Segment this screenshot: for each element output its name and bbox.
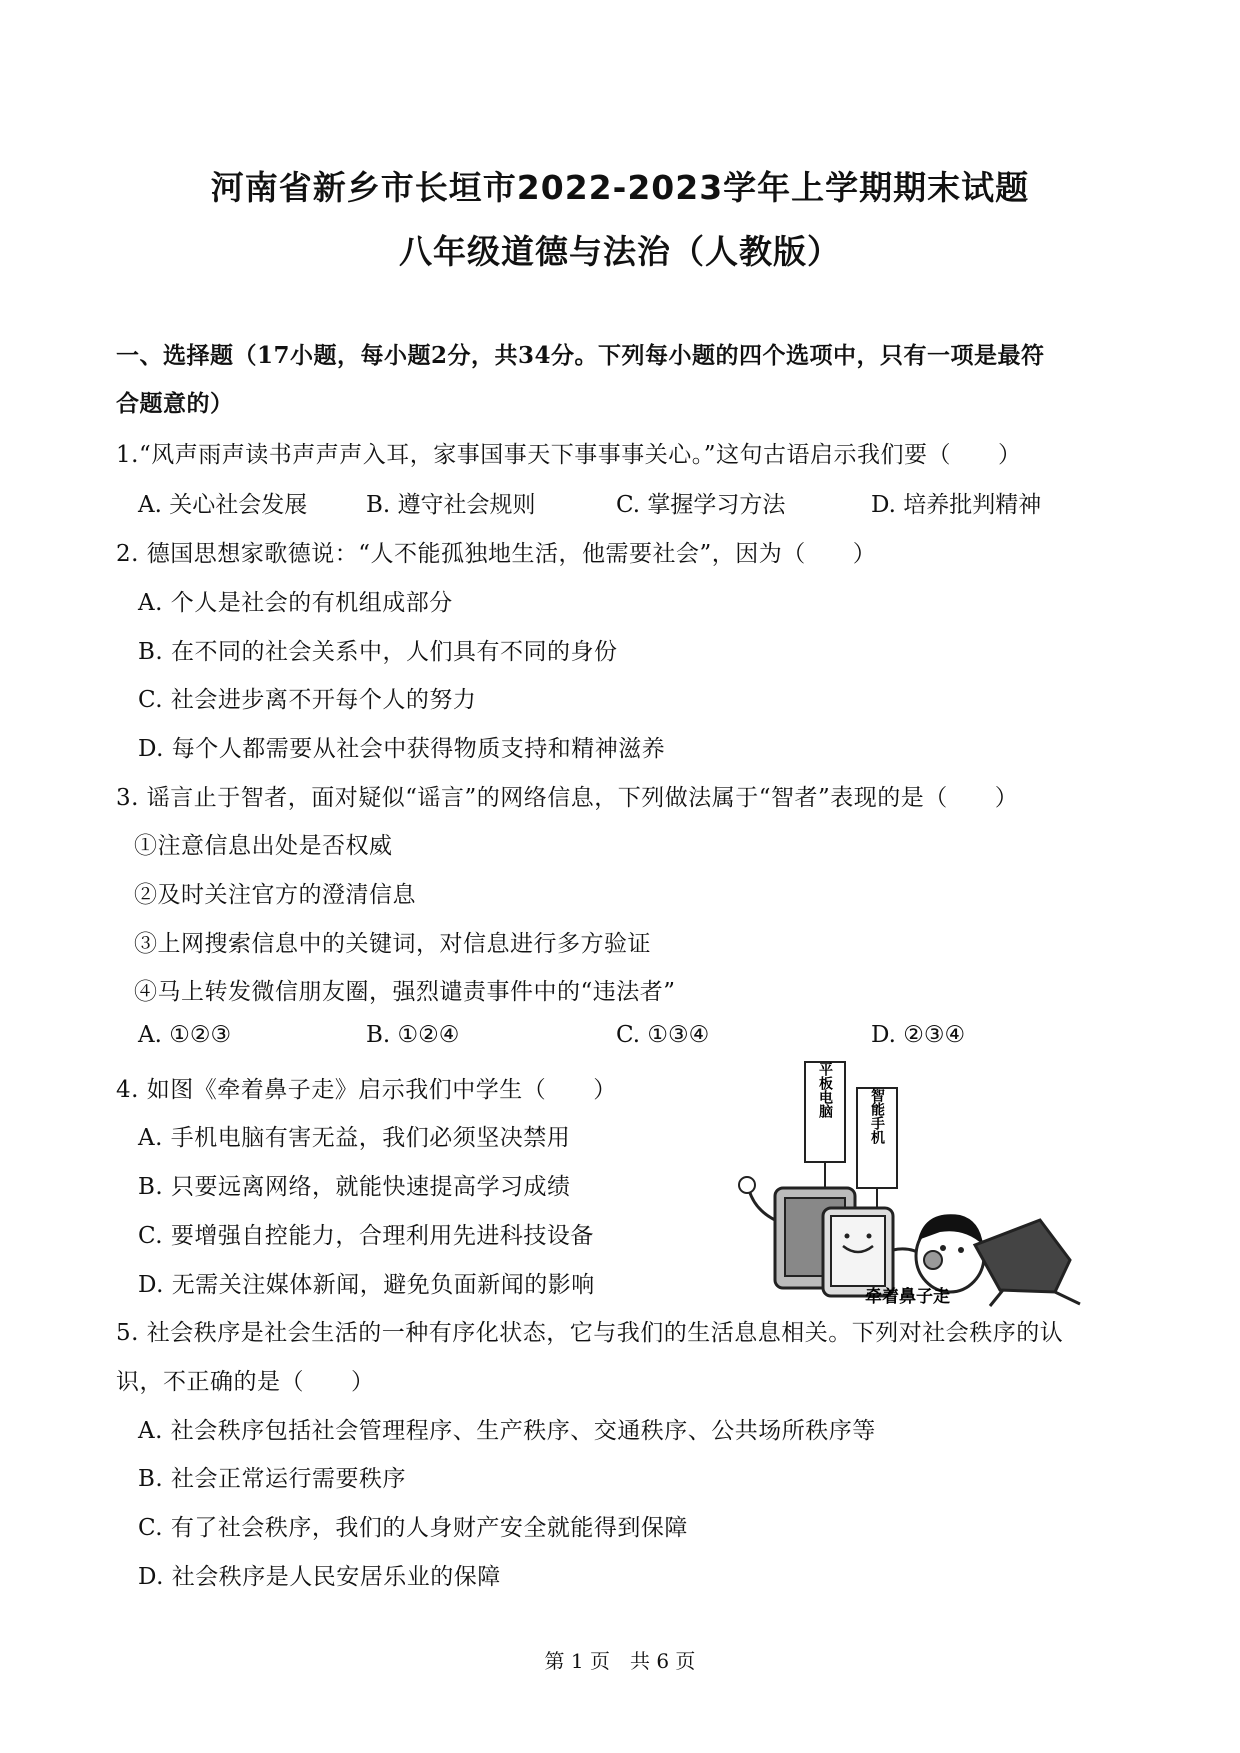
question-3-option-c: C. ①③④ [616,1022,710,1048]
question-5-option-b: B. 社会正常运行需要秩序 [138,1466,407,1492]
question-3-item-4: ④马上转发微信朋友圈，强烈谴责事件中的“违法者” [134,979,676,1005]
cartoon-illustration [735,1060,1110,1308]
question-2-option-c: C. 社会进步离不开每个人的努力 [138,687,477,713]
question-4-option-d: D. 无需关注媒体新闻，避免负面新闻的影响 [138,1272,595,1298]
phone-label: 智能手机 [869,1088,885,1144]
exam-subtitle: 八年级道德与法治（人教版） [399,232,841,271]
question-2-stem: 2. 德国思想家歌德说：“人不能孤独地生活，他需要社会”，因为（ ） [116,541,877,567]
question-1-stem: 1.“风声雨声读书声声声入耳，家事国事天下事事事关心。”这句古语启示我们要（ ） [116,442,1022,468]
question-1-option-d: D. 培养批判精神 [871,492,1042,518]
question-4-stem: 4. 如图《牵着鼻子走》启示我们中学生（ ） [116,1077,617,1103]
question-3-item-2: ②及时关注官方的澄清信息 [134,882,416,908]
question-1-option-c: C. 掌握学习方法 [616,492,786,518]
question-3-stem: 3. 谣言止于智者，面对疑似“谣言”的网络信息，下列做法属于“智者”表现的是（ ） [116,785,1019,811]
question-2-option-b: B. 在不同的社会关系中，人们具有不同的身份 [138,639,618,665]
tablet-label-1: 平板电脑 [817,1062,833,1118]
question-2-option-a: A. 个人是社会的有机组成部分 [138,590,453,616]
question-4-option-c: C. 要增强自控能力，合理利用先进科技设备 [138,1223,594,1249]
question-5-option-c: C. 有了社会秩序，我们的人身财产安全就能得到保障 [138,1515,688,1541]
question-3-option-a: A. ①②③ [138,1022,232,1048]
question-5-stem-line1: 5. 社会秩序是社会生活的一种有序化状态，它与我们的生活息息相关。下列对社会秩序的认 [116,1320,1064,1346]
question-3-item-3: ③上网搜索信息中的关键词，对信息进行多方验证 [134,931,651,957]
cartoon-caption: 牵着鼻子走 [865,1287,950,1307]
question-4-option-b: B. 只要远离网络，就能快速提高学习成绩 [138,1174,571,1200]
question-5-option-a: A. 社会秩序包括社会管理程序、生产秩序、交通秩序、公共场所秩序等 [138,1418,876,1444]
exam-title: 河南省新乡市长垣市2022-2023学年上学期期末试题 [210,168,1030,207]
section-heading-line2: 合题意的） [116,390,234,417]
question-5-option-d: D. 社会秩序是人民安居乐业的保障 [138,1564,501,1590]
question-1-option-a: A. 关心社会发展 [138,492,308,518]
question-1-option-b: B. 遵守社会规则 [366,492,536,518]
question-4-option-a: A. 手机电脑有害无益，我们必须坚决禁用 [138,1125,571,1151]
question-3-option-d: D. ②③④ [871,1022,966,1048]
question-3-item-1: ①注意信息出处是否权威 [134,833,393,859]
question-2-option-d: D. 每个人都需要从社会中获得物质支持和精神滋养 [138,736,666,762]
question-3-option-b: B. ①②④ [366,1022,460,1048]
page-number: 第 1 页 共 6 页 [544,1649,696,1673]
section-heading-line1: 一、选择题（17小题，每小题2分，共34分。下列每小题的四个选项中，只有一项是最符 [116,342,1045,369]
student-body-icon [975,1220,1070,1292]
question-5-stem-line2: 识，不正确的是（ ） [116,1369,375,1395]
